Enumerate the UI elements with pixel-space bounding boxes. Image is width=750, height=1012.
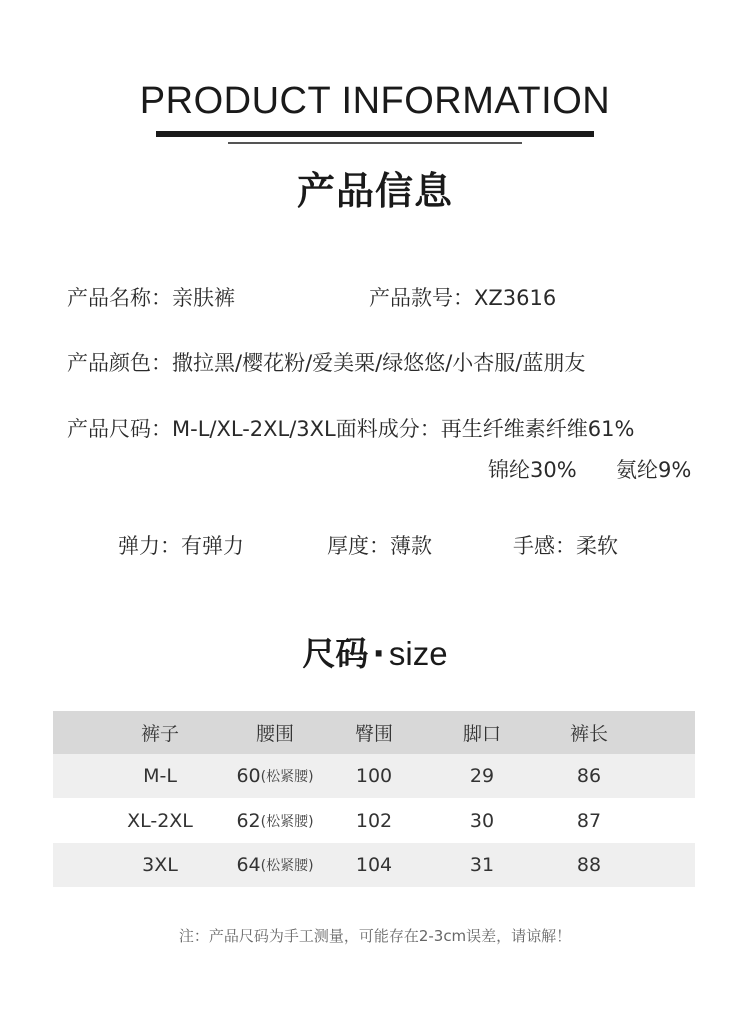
length-cell: 86 [576, 765, 602, 787]
waist-cell [215, 798, 335, 843]
product-model [369, 282, 556, 312]
product-name-value: 亲肤裤 [172, 286, 235, 310]
table-header-cell: 脚口 [462, 723, 501, 745]
product-color-label: 产品颜色： [67, 351, 172, 375]
title-underline-thick [156, 131, 594, 137]
hem-cell: 30 [469, 809, 495, 832]
hand-feel-label: 手感： [513, 534, 576, 558]
title-chinese: 产品信息 [296, 169, 453, 213]
size-cell: 3XL [142, 854, 178, 876]
table-header-cell: 裤子 [140, 723, 179, 745]
title-english: PRODUCT INFORMATION [139, 80, 611, 122]
size-section-title [0, 628, 750, 675]
fabric-value-1: 再生纤维素纤维61% [440, 417, 635, 441]
product-size [67, 413, 634, 443]
fabric-value-3: 氨纶9% [616, 458, 692, 482]
table-row [53, 798, 695, 843]
thickness-label: 厚度： [327, 534, 390, 558]
hip-cell: 104 [355, 854, 393, 876]
waist-value: 62 [236, 809, 261, 832]
hem-cell: 31 [469, 854, 495, 876]
fabric-label: 面料成分： [335, 417, 441, 441]
title-underline-thin [228, 142, 522, 144]
product-color-value: 撒拉黑/樱花粉/爱美栗/绿悠悠/小杏服/蓝朋友 [172, 351, 586, 375]
product-name [67, 282, 235, 312]
table-header-cell: 臀围 [354, 723, 393, 745]
waist-note: (松紧腰) [260, 858, 314, 874]
table-header-row [53, 711, 695, 754]
product-size-value: M-L/XL-2XL/3XL [172, 417, 336, 441]
product-model-value: XZ3616 [474, 286, 557, 310]
waist-value: 64 [236, 854, 261, 876]
thickness-value: 薄款 [390, 534, 432, 558]
product-size-label: 产品尺码： [67, 417, 172, 441]
product-color [67, 347, 585, 377]
waist-note: (松紧腰) [260, 769, 314, 785]
product-name-label: 产品名称： [67, 286, 172, 310]
size-title-dot: · [372, 634, 385, 673]
hand-feel-value: 柔软 [576, 534, 618, 558]
elasticity-value: 有弹力 [181, 534, 244, 558]
table-header-cell: 裤长 [569, 723, 608, 745]
waist-cell [215, 843, 335, 887]
hip-cell: 100 [355, 765, 393, 787]
waist-note: (松紧腰) [260, 813, 314, 830]
elasticity [118, 530, 244, 560]
product-model-label: 产品款号： [369, 286, 474, 310]
size-cell: XL-2XL [127, 809, 193, 832]
fabric-value-2: 锦纶30% [488, 458, 577, 482]
thickness [327, 530, 432, 560]
length-cell: 88 [576, 854, 602, 876]
size-title-cn: 尺码 [302, 634, 369, 673]
table-header-cell: 腰围 [255, 723, 294, 745]
length-cell: 87 [576, 809, 602, 832]
hip-cell: 102 [355, 809, 393, 832]
table-row [53, 843, 695, 887]
size-title-en: size [388, 635, 448, 672]
measurement-note: 注：产品尺码为手工测量，可能存在2-3cm误差，请谅解！ [178, 927, 572, 945]
waist-cell [215, 754, 335, 798]
table-row [53, 754, 695, 798]
waist-value: 60 [236, 765, 261, 787]
hand-feel [513, 530, 618, 560]
size-table [53, 711, 695, 887]
hem-cell: 29 [469, 765, 495, 787]
size-cell: M-L [143, 765, 177, 787]
elasticity-label: 弹力： [118, 534, 181, 558]
